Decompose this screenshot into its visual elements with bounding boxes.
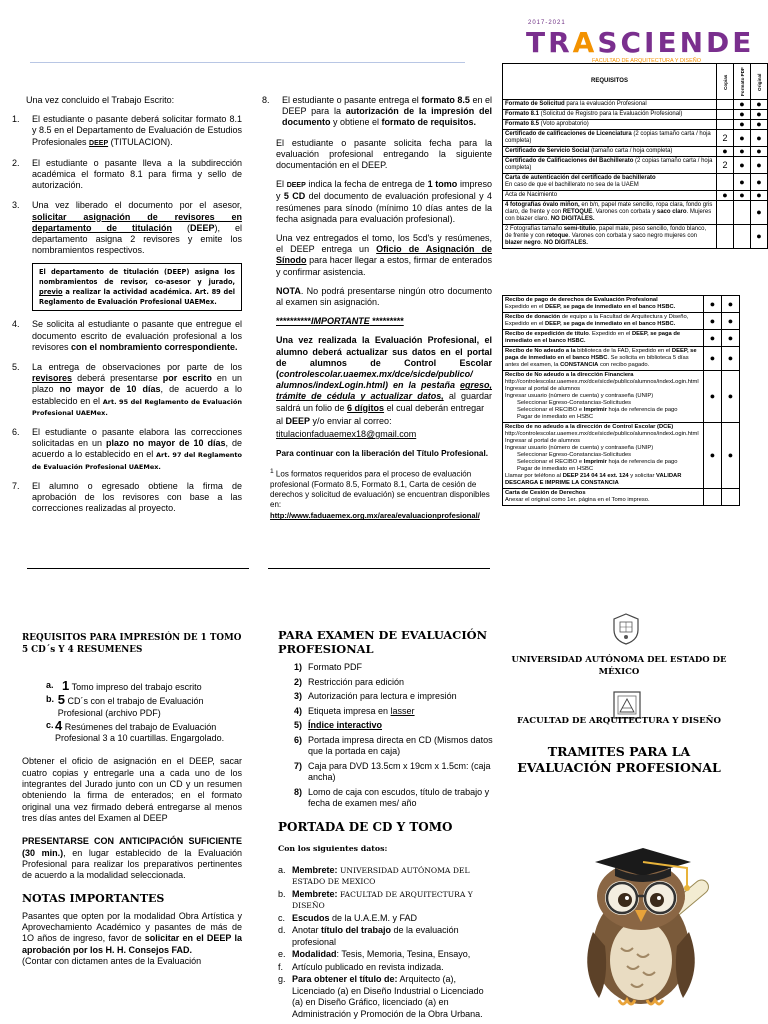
email-intro: al DEEP y/o enviar al correo: [276,415,392,426]
step-item: 1. El estudiante o pasante deberá solicitar formato 8.1 y 8.5 en el Departamento de Evaluación de Estudios Profesionales DEEP (TITULACION). [12,114,242,147]
receipt-text: Carta de Cesión de Derechos Anexar el original como 1er. página en el Tomo impreso. [503,489,704,506]
requirement-mark: ● [751,157,768,174]
step-item: 8. El estudiante o pasante entrega el formato 8.5 en el DEEP para la autorización de la impresión del documento y obtiene el formato de requisitos. [262,95,492,128]
requirement-mark: ● [751,225,768,249]
receipt-row [503,423,740,489]
requirement-text: Acta de Nacimiento [503,191,717,201]
requirement-mark: ● [717,191,734,201]
receipt-row [503,371,740,423]
paragraph: Obtener el oficio de asignación en el DEEP, sacar cuatro copias y entregarle una a cada uno de los integrantes del Jurado junto con un CD y un resumen obteniendo la firma de enterados; en el formato original una vez firmado deberá entregarse al menos tres días antes del Examen al DEEP [22,756,242,823]
paragraph: Una vez entregados el tomo, los 5cd's y resúmenes, el DEEP entrega un Oficio de Asignación de Sínodo para hacer llegar a estos, firmar de enterados y confirmar asistencia. [276,233,493,277]
receipt-mark: ● [722,347,740,371]
exam-requirements-panel [278,628,493,1021]
requirement-mark [734,225,751,249]
step-item: 4. Se solicita al estudiante o pasante que entregue el documento escrito de evaluación profesional a los revisores con el nombramiento correspondiente. [12,319,242,352]
cover-data-item: c. Escudos de la U.A.E.M. y FAD [278,912,418,923]
requirement-mark: ● [734,147,751,157]
footnote: $^1$ Los formatos requeridos para el proceso de evaluación profesional (Formato 8.5, Formato 8.1, Carta de cesión de derechos y solicitud de evaluación) se encuentran disponibles en: [270,468,490,510]
requirements-table [502,63,768,249]
receipt-text: Recibo de pago de derechos de Evaluación Profesional Expedido en el DEEP, se paga de inmediato en el banco HSBC. [503,296,704,313]
receipt-mark: ● [704,296,722,313]
print-requirements-panel [22,632,242,979]
forms-url-link[interactable]: http://www.faduaemex.org.mx/area/evaluacionprofesional/ [270,511,480,521]
step-item: 7. El alumno o egresado obtiene la firma de aprobación de los revisores con base a las correcciones realizadas al proyecto. [12,480,242,514]
university-name: UNIVERSIDAD AUTÓNOMA DEL ESTADO DE MÉXICO [511,655,727,677]
column-head-original: Original [751,64,768,100]
requirement-mark: ● [751,130,768,147]
receipt-row [503,489,740,506]
requirement-mark: ● [751,100,768,110]
column-head-copies: Copias [717,64,734,100]
notes-heading: NOTAS IMPORTANTES [22,892,165,906]
requirement-text: Certificado de Servicio Social (tamaño carta / hoja completa) [503,147,717,157]
exam-item: 5) Índice interactivo [293,720,383,730]
requirement-text: Formato de Solicitud para la evaluación Profesional [503,100,717,110]
requirement-text: Certificado de calificaciones de Licenciatura (2 copias tamaño carta / hoja completa) [503,130,717,147]
requirement-mark: ● [734,110,751,120]
requirement-mark: ● [734,157,751,174]
requirement-text: 4 fotografías óvalo miñon, en b/n, papel mate sencillo, ropa clara, fondo gris claro, de frente y con RETOQUE. Varones con corbata y saco claro. Mujeres con blazer claro. NO DIGITALES. [503,201,717,225]
requirement-row [503,120,768,130]
requirement-mark [717,225,734,249]
receipts-table [502,295,740,506]
requirement-mark: ● [751,110,768,120]
important-paragraph: Una vez realizada la Evaluación Profesional, el alumno deberá actualizar sus datos en el portal de alumnos de Control Escolar (controlescolar.uaemex.mx/dce/sicde/publico/ alumnos/indexLogin.html) en la pestaña egreso, trámite de cédula y actualizar datos, al guardar saldrá un folio de 6 dígitos el cual deberán entregar [276,335,492,413]
requirement-mark [717,110,734,120]
paragraph: (Contar con dictamen antes de la Evaluación [22,955,202,966]
requirement-mark [734,201,751,225]
receipt-mark: ● [722,371,740,423]
table-header-row [503,64,768,100]
requirement-mark: ● [734,191,751,201]
paragraph: PRESENTARSE CON ANTICIPACIÓN SUFICIENTE (30 min.), en lugar establecido de la Evaluación Profesional para realizar los preparativos pertinentes de acuerdo a la modalidad seleccionada. [22,836,242,881]
requirement-mark: ● [751,201,768,225]
receipt-row [503,296,740,313]
step-item: 3. Una vez liberado el documento por el asesor, solicitar asignación de revisores en departamento de titulación (DEEP), el departamento asigna 2 revisores y emite los nombramientos respectivos. [12,200,243,256]
receipt-row [503,313,740,330]
cover-data-item: a. Membrete: UNIVERSIDAD AUTÓNOMA DEL ESTADO DE MEXICO [278,864,470,886]
requirement-mark: ● [751,191,768,201]
print-item: b. 5 CD´s con el trabajo de Evaluación Profesional (archivo PDF) [46,692,204,718]
requirement-text: 2 Fotografías tamaño semi-títulio, papel mate, peso sencillo, fondo blanco, de frente y con retoque. Varones con corbata y saco negro mujeres con blazer negro. NO DIGITALES. [503,225,717,249]
print-requirements-subtitle: 5 CD´s Y 4 RESUMENES [22,645,143,655]
requirement-row [503,147,768,157]
receipt-mark: ● [704,371,722,423]
requirement-mark: ● [751,147,768,157]
receipt-mark: ● [704,423,722,489]
column-1-rule [27,568,249,569]
receipt-mark: ● [722,423,740,489]
receipt-text: Recibo de expedición de título. Expedido en el DEEP, se paga de inmediato en el banco HSBC. [503,330,704,347]
cover-heading: PORTADA DE CD Y TOMO [278,819,453,834]
email-link[interactable]: titulacionfaduaemex18@gmail.com [276,429,417,440]
print-requirements-title: REQUISITOS PARA IMPRESIÓN DE 1 TOMO [22,633,242,643]
trasciende-logo [520,20,755,66]
requirement-text: Formato 8.5 (Voto aprobatorio) [503,120,717,130]
note-paragraph: NOTA. No podrá presentarse ningún otro documento al examen sin asignación. [276,285,492,308]
header-rule [30,62,465,63]
requirement-mark: ● [751,120,768,130]
assignment-note-box: El departamento de titulación (DEEP) asigna los nombramientos de revisor, co-asesor y jurado, previo a realizar la actividad académica. Art. 89 del Reglamento de Evaluación Profesional UAEMex. [32,263,242,311]
print-item: c. 4 Resúmenes del trabajo de Evaluación Profesional 3 a 10 cuartillas. Engargolado. [46,717,225,744]
requirement-text: Carta de autenticación del certificado de bachillerato En caso de que el bachillerato no sea de la UAEM [503,174,717,191]
cover-subheading: Con los siguientes datos: [278,844,388,853]
important-heading: **********IMPORTANTE ********* [276,316,404,327]
requirement-mark: 2 [717,130,734,147]
cover-data-item: b. Membrete: FACULTAD DE ARQUITECTURA Y DISEÑO [278,888,473,910]
requirement-row [503,130,768,147]
requirement-row [503,157,768,174]
cover-data-item: g. Para obtener el título de: Arquitecto (a), Licenciado (a) en Diseño Industrial o Licenciado (a) en Diseño Gráfico, licenciado (a) en Administración y Promoción de la Obra Urbana. [278,974,484,1019]
requirement-mark: ● [734,174,751,191]
receipt-text: Recibo de donación de equipo a la Facultad de Arquitectura y Diseño, Expedido en el DEEP, se paga de inmediato en el banco HSBC. [503,313,704,330]
receipt-mark: ● [704,313,722,330]
receipt-row [503,347,740,371]
cover-panel [505,608,733,776]
column-2-rule [268,568,490,569]
print-items-list [46,680,242,744]
requirement-mark: ● [734,120,751,130]
steps-list [12,114,242,514]
step-item: 6. El estudiante o pasante elabora las correcciones solicitadas en un plazo no mayor de 10 días, de acuerdo a lo establecido en el Art. 97 del Reglamento de Evaluación Profesional UAEMex. [12,427,242,471]
requirement-mark: ● [734,130,751,147]
requirement-row [503,174,768,191]
exam-item: 1) Formato PDF [293,662,363,672]
requirement-row [503,110,768,120]
receipt-text: Recibo de no adeudo a la dirección de Control Escolar (DCE) http://controlescolar.uaemex.mx/dce/sicde/publico/alumnos/indexLogin.html Ingresar al portal de alumnos Ingresar usuario (número de cuenta) y contraseña (UNIP) Seleccionar Egreso-Constancias-Solicitudes Seleccionar el RECIBO e Imprimir hoja de referencia de pago Pagar de inmediato en HSBC Llamar por teléfono al DEEP 214 04 14 ext. 124 y solicitar VALIDAR DESCARGA E IMPRIME LA CONSTANCIA [503,423,704,489]
requirement-mark: ● [751,174,768,191]
requirement-mark [717,174,734,191]
requirement-text: Certificado de Calificaciones del Bachillerato (2 copias tamaño carta / hoja completa) [503,157,717,174]
receipt-mark: ● [722,296,740,313]
requirements-header: REQUISITOS [503,64,717,100]
graduate-owl-icon [575,828,725,1020]
receipt-text: Recibo de No adeudo a la biblioteca de la FAD, Expedido en el DEEP, se paga de inmediato en el banco HSBC. Se solicita en biblioteca 5 días antes del examen, la CONSTANCIA con recibo pagado. [503,347,704,371]
exam-item: 6) Portada impresa directa en CD (Mismos datos que la portada en caja) [293,734,493,756]
receipt-mark: ● [704,330,722,347]
exam-item: 8) Lomo de caja con escudos, título de trabajo y fecha de examen mes/ año [293,786,490,808]
requirement-row [503,100,768,110]
step-item: 5. La entrega de observaciones por parte de los revisores deberá presentarse por escrito en un plazo no mayor de 10 días, de acuerdo a lo establecido en el Art. 95 del Reglamento de Evaluación Profesional UAEMex. [12,362,242,417]
intro-text: Una vez concluido el Trabajo Escrito: [26,95,175,105]
requirement-row [503,191,768,201]
steps-column-2 [262,95,492,529]
exam-title: PARA EXAMEN DE EVALUACIÓN PROFESIONAL [278,628,487,656]
brochure-title: TRAMITES PARA LA EVALUACIÓN PROFESIONAL [517,744,721,775]
paragraph: Pasantes que opten por la modalidad Obra Artística y Aprovechamiento Académico y pasantes de más de 1O años de ingreso, favor de solicitar en el DEEP la aprobación por los H. H. Consejos FAD. [22,910,242,955]
exam-items-list [278,662,493,810]
exam-item: 3) Autorización para lectura e impresión [293,691,457,701]
requirement-mark [717,201,734,225]
exam-item: 2) Restricción para edición [293,676,405,687]
requirement-row [503,201,768,225]
requirement-mark [717,120,734,130]
receipt-mark [704,489,722,506]
paragraph: El estudiante o pasante solicita fecha para la evaluación profesional entregando la siguiente documentación en el DEEP. [276,137,492,171]
cover-data-item: d. Anotar título del trabajo de la evaluación profesional [278,925,459,947]
receipt-mark [722,489,740,506]
cover-data-list [278,865,493,1021]
receipt-text: Recibo de No adeudo a la dirección Financiera http://controlescolar.uaemex.mx/dce/sicde/publico/alumnos/indexLogin.html Ingresar al portal de alumnos Ingresar usuario (número de cuenta) y contraseña (UNIP) Seleccionar Egreso-Constancias-Solicitudes Seleccionar el RECIBO e Imprimir hoja de referencia de pago Pagar de inmediato en HSBC [503,371,704,423]
logo-years: 2017-2021 [528,20,566,26]
requirement-row [503,225,768,249]
cover-data-item: e. Modalidad: Tesis, Memoria, Tesina, Ensayo, [278,949,471,959]
cover-data-item: f. Artículo publicado en revista indizada. [278,961,444,972]
requirement-mark: ● [717,147,734,157]
requirement-mark: ● [734,100,751,110]
faculty-name: FACULTAD DE ARQUITECTURA Y DISEÑO [517,716,721,726]
receipt-mark: ● [722,313,740,330]
receipt-mark: ● [722,330,740,347]
receipt-mark: ● [704,347,722,371]
print-item: a. 1 Tomo impreso del trabajo escrito [46,678,202,693]
column-head-pdf: Formato PDF [734,64,751,100]
logo-wordmark: TRASCIENDE [526,26,755,59]
steps-column-1 [12,95,242,523]
paragraph: El DEEP indica la fecha de entrega de 1 tomo impreso y 5 CD del documento de evaluación profesional y 4 resúmenes para sínodo (mínimo 10 días antes de la fecha asignada para evaluación profesional). [276,179,492,224]
requirement-mark: 2 [717,157,734,174]
requirement-mark [717,100,734,110]
paragraph: Para continuar con la liberación del Título Profesional. [276,449,489,459]
step-item: 2. El estudiante o pasante lleva a la subdirección académica el formato 8.1 para firma y sello de autorización. [12,157,242,191]
receipt-row [503,330,740,347]
exam-item: 7) Caja para DVD 13.5cm x 19cm x 1.5cm: (caja ancha) [293,760,491,782]
requirement-text: Formato 8.1 (Solicitud de Registro para la Evaluación Profesional) [503,110,717,120]
exam-item: 4) Etiqueta impresa en lasser [293,705,415,716]
logo-faculty: FACULTAD DE ARQUITECTURA Y DISEÑO [592,58,702,64]
